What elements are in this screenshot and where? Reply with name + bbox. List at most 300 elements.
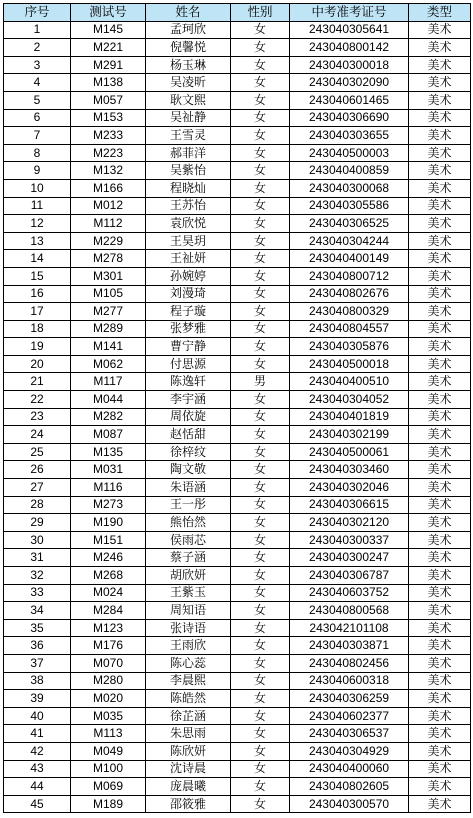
cell-test-number: M301	[71, 267, 146, 285]
cell-test-number: M087	[71, 426, 146, 444]
cell-category: 美术	[409, 531, 471, 549]
cell-exam-ticket-number: 243040804557	[290, 320, 409, 338]
cell-gender: 女	[231, 479, 290, 497]
table-row	[4, 461, 471, 479]
cell-category: 美术	[409, 74, 471, 92]
cell-exam-ticket-number: 243040400859	[290, 162, 409, 180]
cell-serial-number: 9	[4, 162, 71, 180]
cell-student-name: 周知语	[146, 602, 231, 620]
cell-serial-number: 36	[4, 637, 71, 655]
cell-gender: 男	[231, 373, 290, 391]
cell-student-name: 王昊玥	[146, 232, 231, 250]
cell-serial-number: 6	[4, 109, 71, 127]
cell-test-number: M132	[71, 162, 146, 180]
cell-exam-ticket-number: 243040306690	[290, 109, 409, 127]
cell-serial-number: 23	[4, 408, 71, 426]
cell-category: 美术	[409, 127, 471, 145]
cell-category: 美术	[409, 707, 471, 725]
column-header-test-number: 测试号	[71, 4, 146, 22]
cell-exam-ticket-number: 243040603752	[290, 584, 409, 602]
cell-test-number: M268	[71, 567, 146, 585]
cell-student-name: 庞晨曦	[146, 778, 231, 796]
cell-category: 美术	[409, 742, 471, 760]
cell-category: 美术	[409, 760, 471, 778]
cell-category: 美术	[409, 795, 471, 813]
cell-serial-number: 34	[4, 602, 71, 620]
cell-test-number: M020	[71, 690, 146, 708]
cell-test-number: M069	[71, 778, 146, 796]
cell-exam-ticket-number: 243040306259	[290, 690, 409, 708]
cell-gender: 女	[231, 707, 290, 725]
cell-serial-number: 27	[4, 479, 71, 497]
cell-student-name: 李晨熙	[146, 672, 231, 690]
column-header-gender: 性别	[231, 4, 290, 22]
cell-gender: 女	[231, 531, 290, 549]
table-row	[4, 91, 471, 109]
cell-exam-ticket-number: 243040300018	[290, 56, 409, 74]
cell-test-number: M012	[71, 197, 146, 215]
table-row	[4, 602, 471, 620]
cell-student-name: 吴凌昕	[146, 74, 231, 92]
cell-gender: 女	[231, 179, 290, 197]
cell-exam-ticket-number: 243040802676	[290, 285, 409, 303]
table-row	[4, 514, 471, 532]
cell-exam-ticket-number: 243040400510	[290, 373, 409, 391]
roster-table-container	[3, 3, 471, 813]
cell-gender: 女	[231, 690, 290, 708]
table-row	[4, 408, 471, 426]
cell-gender: 女	[231, 144, 290, 162]
cell-exam-ticket-number: 243040302199	[290, 426, 409, 444]
table-row	[4, 567, 471, 585]
cell-exam-ticket-number: 243040800712	[290, 267, 409, 285]
cell-exam-ticket-number: 243040500018	[290, 355, 409, 373]
cell-test-number: M049	[71, 742, 146, 760]
cell-serial-number: 12	[4, 215, 71, 233]
cell-gender: 女	[231, 74, 290, 92]
cell-test-number: M223	[71, 144, 146, 162]
cell-student-name: 邵筱雅	[146, 795, 231, 813]
cell-serial-number: 13	[4, 232, 71, 250]
cell-student-name: 吴祉静	[146, 109, 231, 127]
table-row	[4, 267, 471, 285]
table-row	[4, 690, 471, 708]
cell-exam-ticket-number: 243040306615	[290, 496, 409, 514]
cell-student-name: 李宇涵	[146, 391, 231, 409]
cell-serial-number: 10	[4, 179, 71, 197]
cell-exam-ticket-number: 243040305586	[290, 197, 409, 215]
table-row	[4, 109, 471, 127]
cell-gender: 女	[231, 162, 290, 180]
cell-student-name: 王雨欣	[146, 637, 231, 655]
cell-serial-number: 33	[4, 584, 71, 602]
cell-student-name: 陈逸轩	[146, 373, 231, 391]
cell-student-name: 陈皓然	[146, 690, 231, 708]
cell-test-number: M070	[71, 654, 146, 672]
cell-category: 美术	[409, 355, 471, 373]
table-row	[4, 795, 471, 813]
cell-serial-number: 40	[4, 707, 71, 725]
cell-test-number: M176	[71, 637, 146, 655]
cell-gender: 女	[231, 778, 290, 796]
cell-exam-ticket-number: 243040302120	[290, 514, 409, 532]
cell-serial-number: 24	[4, 426, 71, 444]
cell-gender: 女	[231, 391, 290, 409]
cell-category: 美术	[409, 514, 471, 532]
cell-student-name: 倪馨悦	[146, 39, 231, 57]
cell-serial-number: 4	[4, 74, 71, 92]
cell-test-number: M166	[71, 179, 146, 197]
table-row	[4, 250, 471, 268]
table-row	[4, 584, 471, 602]
cell-category: 美术	[409, 443, 471, 461]
table-row	[4, 443, 471, 461]
cell-exam-ticket-number: 243040401819	[290, 408, 409, 426]
table-row	[4, 531, 471, 549]
cell-exam-ticket-number: 243040300337	[290, 531, 409, 549]
cell-exam-ticket-number: 243040602377	[290, 707, 409, 725]
table-row	[4, 21, 471, 39]
cell-test-number: M031	[71, 461, 146, 479]
cell-category: 美术	[409, 496, 471, 514]
cell-category: 美术	[409, 654, 471, 672]
cell-serial-number: 15	[4, 267, 71, 285]
cell-student-name: 陈欣妍	[146, 742, 231, 760]
cell-gender: 女	[231, 39, 290, 57]
cell-exam-ticket-number: 243040500061	[290, 443, 409, 461]
cell-serial-number: 25	[4, 443, 71, 461]
table-row	[4, 725, 471, 743]
table-row	[4, 619, 471, 637]
cell-gender: 女	[231, 654, 290, 672]
table-row	[4, 285, 471, 303]
cell-category: 美术	[409, 303, 471, 321]
cell-gender: 女	[231, 426, 290, 444]
cell-category: 美术	[409, 725, 471, 743]
cell-category: 美术	[409, 549, 471, 567]
cell-serial-number: 5	[4, 91, 71, 109]
cell-gender: 女	[231, 320, 290, 338]
cell-gender: 女	[231, 127, 290, 145]
cell-category: 美术	[409, 39, 471, 57]
table-row	[4, 391, 471, 409]
cell-serial-number: 37	[4, 654, 71, 672]
cell-gender: 女	[231, 443, 290, 461]
cell-student-name: 耿文熙	[146, 91, 231, 109]
cell-serial-number: 14	[4, 250, 71, 268]
table-row	[4, 778, 471, 796]
cell-serial-number: 1	[4, 21, 71, 39]
cell-student-name: 陈心蕊	[146, 654, 231, 672]
cell-gender: 女	[231, 795, 290, 813]
cell-serial-number: 19	[4, 338, 71, 356]
cell-serial-number: 28	[4, 496, 71, 514]
cell-serial-number: 39	[4, 690, 71, 708]
cell-exam-ticket-number: 243040802456	[290, 654, 409, 672]
cell-exam-ticket-number: 243040300068	[290, 179, 409, 197]
cell-category: 美术	[409, 215, 471, 233]
table-row	[4, 179, 471, 197]
cell-exam-ticket-number: 243040303871	[290, 637, 409, 655]
cell-test-number: M035	[71, 707, 146, 725]
cell-exam-ticket-number: 243040600318	[290, 672, 409, 690]
cell-gender: 女	[231, 567, 290, 585]
cell-test-number: M282	[71, 408, 146, 426]
cell-test-number: M138	[71, 74, 146, 92]
cell-test-number: M291	[71, 56, 146, 74]
cell-student-name: 杨玉琳	[146, 56, 231, 74]
cell-student-name: 朱语涵	[146, 479, 231, 497]
table-row	[4, 426, 471, 444]
cell-gender: 女	[231, 215, 290, 233]
table-row	[4, 742, 471, 760]
cell-gender: 女	[231, 21, 290, 39]
cell-test-number: M145	[71, 21, 146, 39]
cell-category: 美术	[409, 479, 471, 497]
cell-student-name: 熊怡然	[146, 514, 231, 532]
cell-category: 美术	[409, 232, 471, 250]
table-header	[4, 4, 471, 22]
table-row	[4, 303, 471, 321]
cell-test-number: M233	[71, 127, 146, 145]
cell-student-name: 朱思雨	[146, 725, 231, 743]
cell-test-number: M246	[71, 549, 146, 567]
cell-serial-number: 21	[4, 373, 71, 391]
table-row	[4, 479, 471, 497]
cell-exam-ticket-number: 243040304052	[290, 391, 409, 409]
cell-exam-ticket-number: 243040306787	[290, 567, 409, 585]
cell-test-number: M105	[71, 285, 146, 303]
cell-gender: 女	[231, 602, 290, 620]
cell-test-number: M278	[71, 250, 146, 268]
cell-gender: 女	[231, 672, 290, 690]
cell-gender: 女	[231, 109, 290, 127]
cell-category: 美术	[409, 461, 471, 479]
cell-test-number: M273	[71, 496, 146, 514]
cell-category: 美术	[409, 91, 471, 109]
table-row	[4, 197, 471, 215]
cell-student-name: 胡欣妍	[146, 567, 231, 585]
table-row	[4, 320, 471, 338]
cell-category: 美术	[409, 373, 471, 391]
cell-test-number: M277	[71, 303, 146, 321]
cell-test-number: M284	[71, 602, 146, 620]
cell-serial-number: 41	[4, 725, 71, 743]
cell-serial-number: 30	[4, 531, 71, 549]
cell-exam-ticket-number: 243040800329	[290, 303, 409, 321]
cell-category: 美术	[409, 267, 471, 285]
cell-category: 美术	[409, 144, 471, 162]
table-row	[4, 760, 471, 778]
table-row	[4, 496, 471, 514]
cell-exam-ticket-number: 243040304929	[290, 742, 409, 760]
cell-test-number: M123	[71, 619, 146, 637]
cell-exam-ticket-number: 243040400060	[290, 760, 409, 778]
cell-student-name: 孟珂欣	[146, 21, 231, 39]
table-row	[4, 672, 471, 690]
cell-exam-ticket-number: 243040302046	[290, 479, 409, 497]
cell-serial-number: 16	[4, 285, 71, 303]
cell-category: 美术	[409, 162, 471, 180]
admission-roster-table	[3, 3, 471, 813]
cell-test-number: M280	[71, 672, 146, 690]
cell-gender: 女	[231, 285, 290, 303]
cell-student-name: 张诗语	[146, 619, 231, 637]
cell-student-name: 陶文敬	[146, 461, 231, 479]
cell-exam-ticket-number: 243040305876	[290, 338, 409, 356]
cell-gender: 女	[231, 549, 290, 567]
table-row	[4, 56, 471, 74]
cell-category: 美术	[409, 21, 471, 39]
cell-gender: 女	[231, 584, 290, 602]
table-row	[4, 654, 471, 672]
cell-test-number: M062	[71, 355, 146, 373]
cell-gender: 女	[231, 338, 290, 356]
cell-exam-ticket-number: 243040303460	[290, 461, 409, 479]
cell-student-name: 蔡子涵	[146, 549, 231, 567]
cell-gender: 女	[231, 461, 290, 479]
cell-test-number: M113	[71, 725, 146, 743]
cell-gender: 女	[231, 355, 290, 373]
table-row	[4, 162, 471, 180]
column-header-serial-number: 序号	[4, 4, 71, 22]
cell-student-name: 徐梓纹	[146, 443, 231, 461]
cell-student-name: 王雪灵	[146, 127, 231, 145]
table-row	[4, 74, 471, 92]
cell-category: 美术	[409, 197, 471, 215]
cell-exam-ticket-number: 243040601465	[290, 91, 409, 109]
cell-student-name: 吴紫怡	[146, 162, 231, 180]
cell-category: 美术	[409, 426, 471, 444]
cell-gender: 女	[231, 742, 290, 760]
cell-serial-number: 7	[4, 127, 71, 145]
cell-test-number: M116	[71, 479, 146, 497]
cell-category: 美术	[409, 391, 471, 409]
cell-gender: 女	[231, 303, 290, 321]
cell-exam-ticket-number: 243040306525	[290, 215, 409, 233]
cell-test-number: M112	[71, 215, 146, 233]
cell-gender: 女	[231, 637, 290, 655]
cell-exam-ticket-number: 243040500003	[290, 144, 409, 162]
cell-exam-ticket-number: 243040302090	[290, 74, 409, 92]
cell-category: 美术	[409, 672, 471, 690]
cell-gender: 女	[231, 250, 290, 268]
cell-student-name: 程晓灿	[146, 179, 231, 197]
cell-student-name: 侯雨芯	[146, 531, 231, 549]
cell-gender: 女	[231, 267, 290, 285]
cell-category: 美术	[409, 584, 471, 602]
cell-serial-number: 35	[4, 619, 71, 637]
cell-test-number: M229	[71, 232, 146, 250]
cell-student-name: 刘漫琦	[146, 285, 231, 303]
cell-serial-number: 45	[4, 795, 71, 813]
cell-test-number: M100	[71, 760, 146, 778]
cell-student-name: 程子璇	[146, 303, 231, 321]
cell-gender: 女	[231, 91, 290, 109]
cell-serial-number: 11	[4, 197, 71, 215]
cell-test-number: M141	[71, 338, 146, 356]
cell-student-name: 王一彤	[146, 496, 231, 514]
cell-category: 美术	[409, 320, 471, 338]
cell-student-name: 郝菲洋	[146, 144, 231, 162]
cell-category: 美术	[409, 109, 471, 127]
column-header-category: 类型	[409, 4, 471, 22]
cell-test-number: M190	[71, 514, 146, 532]
cell-student-name: 付思源	[146, 355, 231, 373]
cell-serial-number: 17	[4, 303, 71, 321]
cell-serial-number: 44	[4, 778, 71, 796]
table-body	[4, 21, 471, 813]
table-row	[4, 338, 471, 356]
table-row	[4, 549, 471, 567]
cell-gender: 女	[231, 619, 290, 637]
cell-category: 美术	[409, 567, 471, 585]
cell-exam-ticket-number: 243042101108	[290, 619, 409, 637]
cell-exam-ticket-number: 243040802605	[290, 778, 409, 796]
cell-serial-number: 32	[4, 567, 71, 585]
cell-gender: 女	[231, 56, 290, 74]
cell-category: 美术	[409, 690, 471, 708]
cell-exam-ticket-number: 243040400149	[290, 250, 409, 268]
cell-test-number: M117	[71, 373, 146, 391]
cell-test-number: M057	[71, 91, 146, 109]
table-row	[4, 707, 471, 725]
cell-category: 美术	[409, 56, 471, 74]
cell-test-number: M189	[71, 795, 146, 813]
cell-student-name: 孙婉婷	[146, 267, 231, 285]
cell-category: 美术	[409, 250, 471, 268]
table-row	[4, 215, 471, 233]
cell-gender: 女	[231, 725, 290, 743]
cell-test-number: M135	[71, 443, 146, 461]
cell-test-number: M221	[71, 39, 146, 57]
cell-test-number: M289	[71, 320, 146, 338]
column-header-student-name: 姓名	[146, 4, 231, 22]
cell-test-number: M044	[71, 391, 146, 409]
header-row	[4, 4, 471, 22]
cell-gender: 女	[231, 408, 290, 426]
cell-category: 美术	[409, 285, 471, 303]
cell-student-name: 赵恬甜	[146, 426, 231, 444]
cell-serial-number: 29	[4, 514, 71, 532]
cell-exam-ticket-number: 243040800568	[290, 602, 409, 620]
table-row	[4, 373, 471, 391]
cell-serial-number: 18	[4, 320, 71, 338]
cell-serial-number: 22	[4, 391, 71, 409]
table-row	[4, 144, 471, 162]
cell-student-name: 曹宁静	[146, 338, 231, 356]
cell-student-name: 徐芷涵	[146, 707, 231, 725]
cell-test-number: M024	[71, 584, 146, 602]
cell-serial-number: 42	[4, 742, 71, 760]
cell-serial-number: 31	[4, 549, 71, 567]
cell-gender: 女	[231, 496, 290, 514]
cell-serial-number: 38	[4, 672, 71, 690]
cell-student-name: 王紫玉	[146, 584, 231, 602]
cell-serial-number: 3	[4, 56, 71, 74]
cell-category: 美术	[409, 338, 471, 356]
cell-exam-ticket-number: 243040300570	[290, 795, 409, 813]
cell-exam-ticket-number: 243040800142	[290, 39, 409, 57]
cell-gender: 女	[231, 760, 290, 778]
cell-category: 美术	[409, 179, 471, 197]
cell-test-number: M151	[71, 531, 146, 549]
cell-serial-number: 20	[4, 355, 71, 373]
table-row	[4, 355, 471, 373]
cell-student-name: 周依旋	[146, 408, 231, 426]
table-row	[4, 232, 471, 250]
cell-gender: 女	[231, 514, 290, 532]
